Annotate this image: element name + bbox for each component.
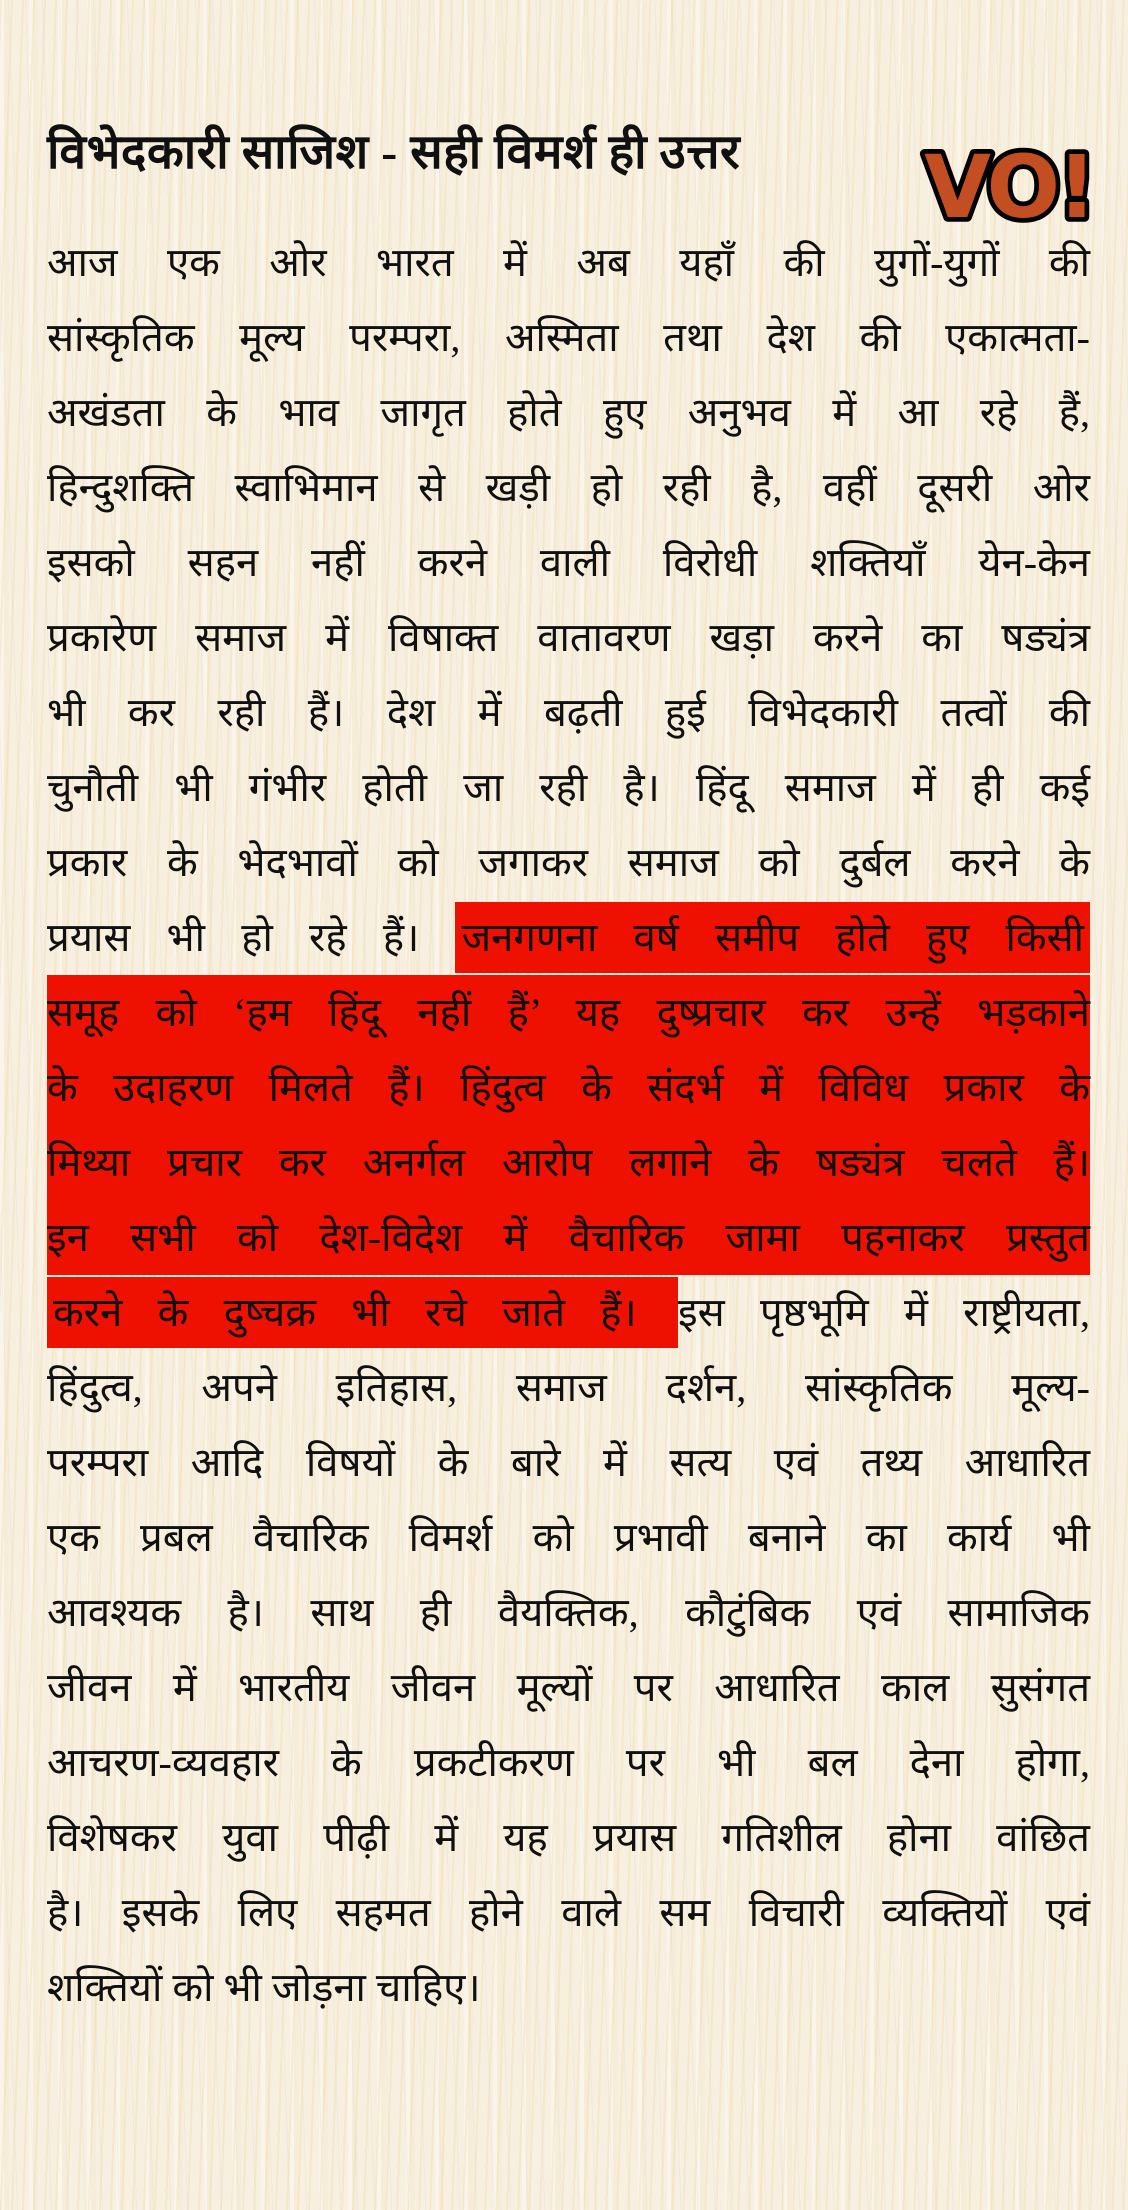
text-line [47, 1575, 1090, 1650]
highlighted-text: इन सभी को देश-विदेश में वैचारिक जामा पहनाकर प्रस्तुत [47, 1215, 1090, 1260]
body-text: हिंदुत्व, अपने इतिहास, समाज दर्शन, सांस्कृतिक मूल्य- [47, 1365, 1090, 1410]
body-text: भी कर रही हैं। देश में बढ़ती हुई विभेदकारी तत्वों की [47, 690, 1090, 735]
body-text: है। इसके लिए सहमत होने वाले सम विचारी व्यक्तियों एवं [47, 1890, 1090, 1935]
text-line [47, 1800, 1090, 1875]
body-text: शक्तियों को भी जोड़ना चाहिए। [47, 1965, 481, 2010]
text-line [47, 375, 1090, 450]
vo-logo [898, 136, 1120, 244]
body-text: एक प्रबल वैचारिक विमर्श को प्रभावी बनाने का कार्य भी [47, 1515, 1090, 1560]
text-line [47, 1875, 1090, 1950]
vo-logo-icon [898, 136, 1120, 244]
body-text: आचरण-व्यवहार के प्रकटीकरण पर भी बल देना होगा, [47, 1740, 1090, 1785]
text-line [47, 1950, 1090, 2025]
text-line [47, 1500, 1090, 1575]
body-text: अखंडता के भाव जागृत होते हुए अनुभव में आ रहे हैं, [47, 390, 1090, 435]
body-text: प्रयास भी हो रहे हैं। [47, 915, 456, 960]
body-text: इसको सहन नहीं करने वाली विरोधी शक्तियाँ येन-केन [47, 540, 1090, 585]
text-line [47, 900, 1090, 975]
page [0, 118, 1128, 2210]
body-text: चुनौती भी गंभीर होती जा रही है। हिंदू समाज में ही कई [47, 765, 1090, 810]
text-line-highlighted [47, 1125, 1090, 1200]
body-text: परम्परा आदि विषयों के बारे में सत्य एवं तथ्य आधारित [47, 1440, 1090, 1485]
highlighted-text: के उदाहरण मिलते हैं। हिंदुत्व के संदर्भ में विविध प्रकार के [47, 1065, 1090, 1110]
logo-text: VO! [924, 137, 1094, 238]
text-line [47, 600, 1090, 675]
highlighted-text: करने के दुष्चक्र भी रचे जाते हैं। [47, 1277, 678, 1348]
highlighted-text: समूह को ‘हम हिंदू नहीं हैं’ यह दुष्प्रचार कर उन्हें भड़काने [47, 990, 1090, 1035]
text-line-highlighted [47, 1200, 1090, 1275]
body-text: इस पृष्ठभूमि में राष्ट्रीयता, [678, 1290, 1090, 1335]
body-text: आवश्यक है। साथ ही वैयक्तिक, कौटुंबिक एवं सामाजिक [47, 1590, 1090, 1635]
body-text: विशेषकर युवा पीढ़ी में यह प्रयास गतिशील होना वांछित [47, 1815, 1090, 1860]
article-title: विभेदकारी साजिश - सही विमर्श ही उत्तर [47, 126, 741, 179]
text-line [47, 1725, 1090, 1800]
body-text: जीवन में भारतीय जीवन मूल्यों पर आधारित काल सुसंगत [47, 1665, 1090, 1710]
body-text: सांस्कृतिक मूल्य परम्परा, अस्मिता तथा देश की एकात्मता- [47, 315, 1090, 360]
highlighted-text: मिथ्या प्रचार कर अनर्गल आरोप लगाने के षड्यंत्र चलते हैं। [47, 1140, 1090, 1185]
text-line [47, 300, 1090, 375]
text-line [47, 1425, 1090, 1500]
text-line [47, 675, 1090, 750]
text-line-highlighted [47, 1050, 1090, 1125]
body-text: प्रकारेण समाज में विषाक्त वातावरण खड़ा करने का षड्यंत्र [47, 615, 1090, 660]
text-line-highlighted [47, 975, 1090, 1050]
text-line [47, 1650, 1090, 1725]
body-text: प्रकार के भेदभावों को जगाकर समाज को दुर्बल करने के [47, 840, 1091, 885]
text-line [47, 750, 1090, 825]
text-line [47, 825, 1090, 900]
text-line [47, 525, 1090, 600]
text-line [47, 1275, 1090, 1350]
article-body [47, 225, 1090, 2025]
text-line [47, 450, 1090, 525]
text-line [47, 1350, 1090, 1425]
body-text: हिन्दुशक्ति स्वाभिमान से खड़ी हो रही है, वहीं दूसरी ओर [47, 465, 1090, 510]
body-text: आज एक ओर भारत में अब यहाँ की युगों-युगों की [47, 240, 1090, 285]
highlighted-text: जनगणना वर्ष समीप होते हुए किसी [455, 902, 1090, 973]
